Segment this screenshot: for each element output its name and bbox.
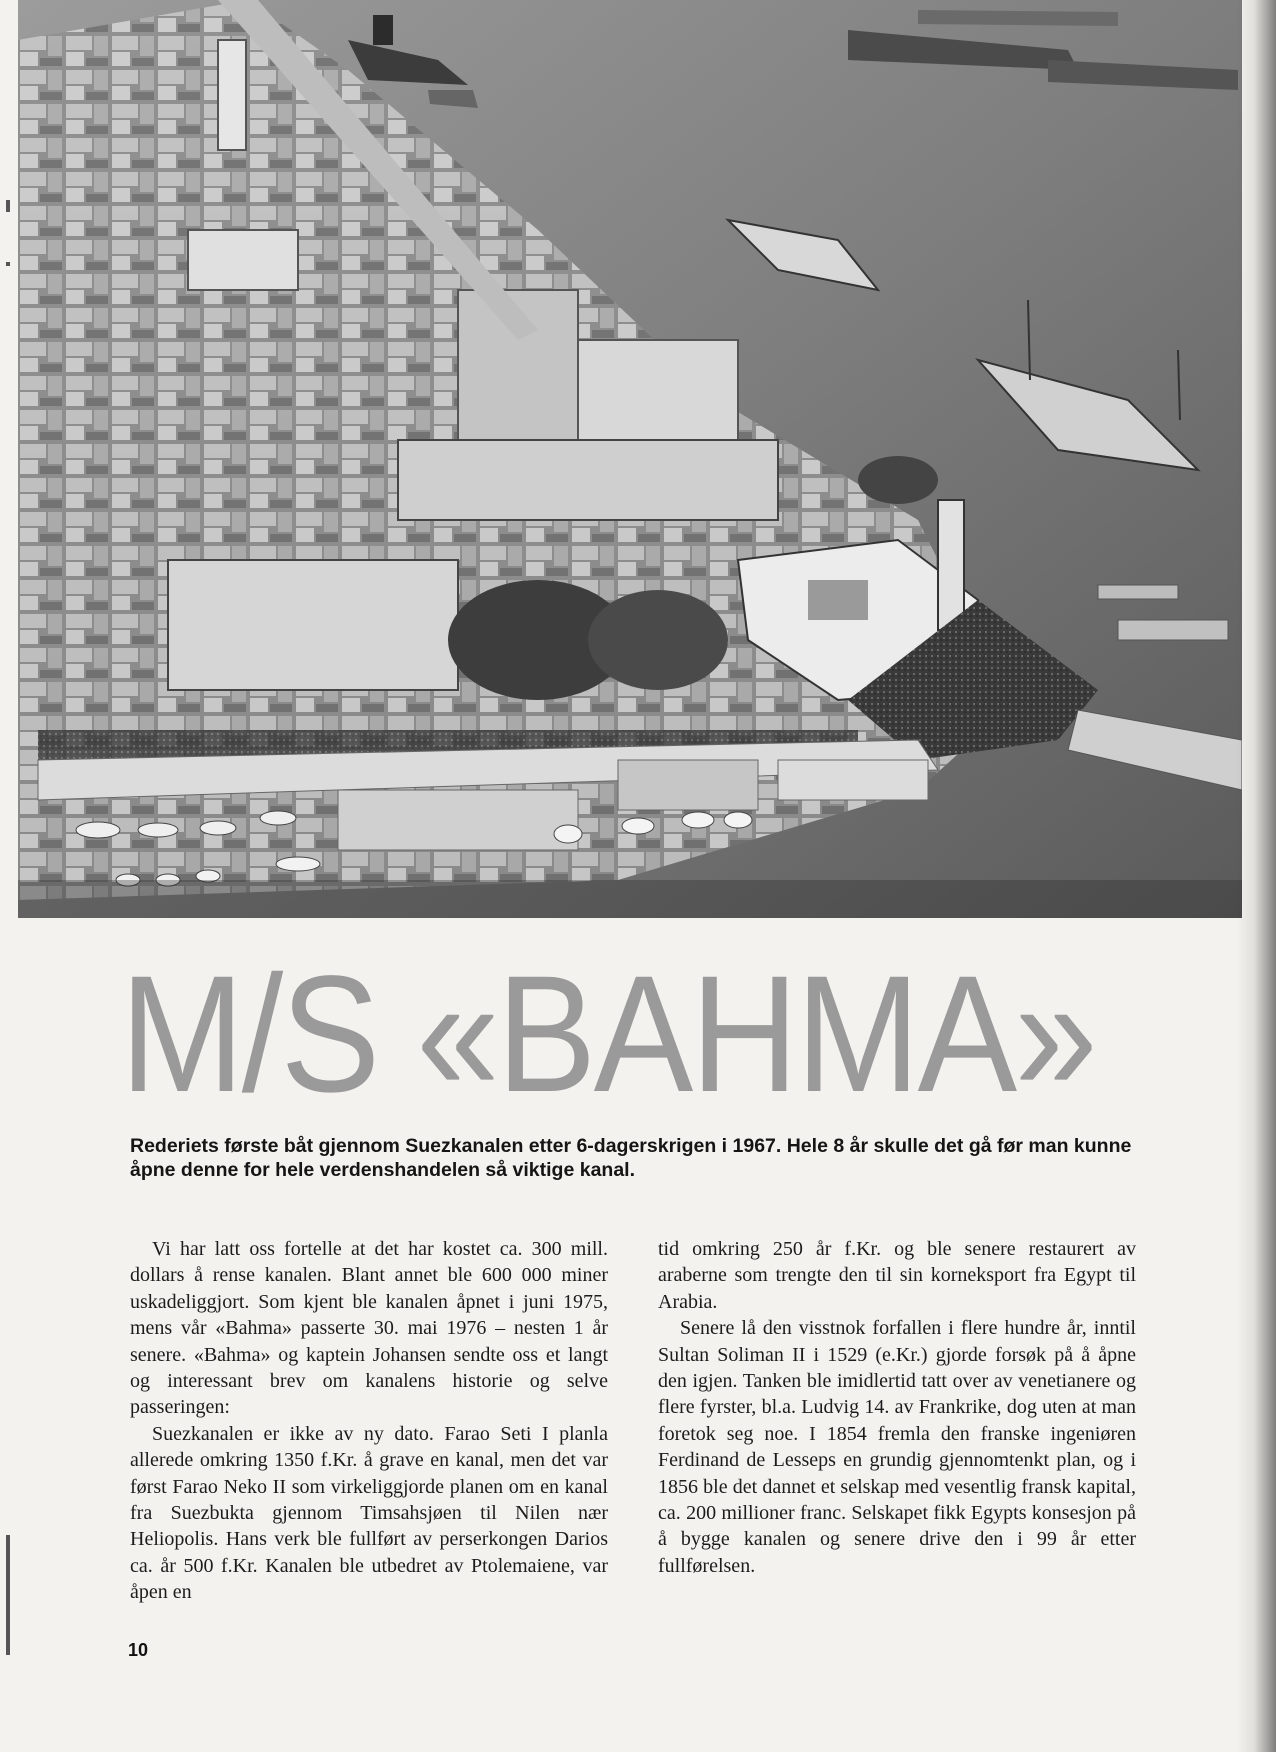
page-binding-shadow <box>1236 0 1276 1752</box>
paragraph: Senere lå den visstnok forfallen i flere hundre år, inntil Sultan Soliman II i 1529 (e.Kr.) gjorde forsøk på å åpne den igjen. Tanken ble imidlertid tatt over av venetianere og flere fyrster, bl.a. Ludvig 14. av Frankrike, dog uten at man foretok seg noe. I 1854 fremla den franske ingeniøren Ferdinand de Lesseps en grundig gjennomtenkt plan, og i 1856 ble det dannet et selskap med vesentlig fransk kapital, ca. 200 millioner franc. Selskapet fikk Egypts konsesjon på å bygge kanalen og senere drive den i 99 år etter fullførelsen. <box>658 1317 1136 1577</box>
margin-mark <box>6 200 10 212</box>
article-lead: Rederiets første båt gjennom Suezkanalen etter 6-dagerskrigen i 1967. Hele 8 år skulle det gå før man kunne åpne denne for hele verdenshandelen så viktige kanal. <box>130 1135 1132 1181</box>
article-column-left <box>130 1236 608 1606</box>
article-column-right <box>658 1236 1136 1579</box>
margin-mark <box>6 1535 10 1655</box>
left-margin-marks <box>0 0 18 1752</box>
paragraph: Vi har latt oss fortelle at det har kostet ca. 300 mill. dollars å rense kanalen. Blant annet ble 600 000 miner uskadeliggjort. Som kjent ble kanalen åpnet i juni 1975, mens vår «Bahma» passerte 30. mai 1976 – nesten 1 år senere. «Bahma» og kaptein Johansen sendte oss et langt og interessant brev om kanalens historie og selve passeringen: <box>130 1238 608 1419</box>
harbour-photo-illustration <box>18 0 1242 918</box>
paragraph: tid omkring 250 år f.Kr. og ble senere restaurert av araberne som trengte den til sin korneksport fra Egypt til Arabia. <box>658 1238 1136 1313</box>
aerial-harbour-photo <box>18 0 1242 918</box>
article-title: M/S «BAHMA» <box>120 942 1095 1127</box>
paragraph: Suezkanalen er ikke av ny dato. Farao Seti I planla allerede omkring 1350 f.Kr. å grave en kanal, men det var først Farao Neko II som virkeliggjorde planen om en kanal fra Suezbukta gjennom Timsahsjøen til Nilen nær Heliopolis. Hans verk ble fullført av perserkongen Darios ca. år 500 f.Kr. Kanalen ble utbedret av Ptolemaiene, var åpen en <box>130 1422 608 1604</box>
page-number: 10 <box>128 1640 149 1660</box>
margin-mark <box>6 262 10 266</box>
